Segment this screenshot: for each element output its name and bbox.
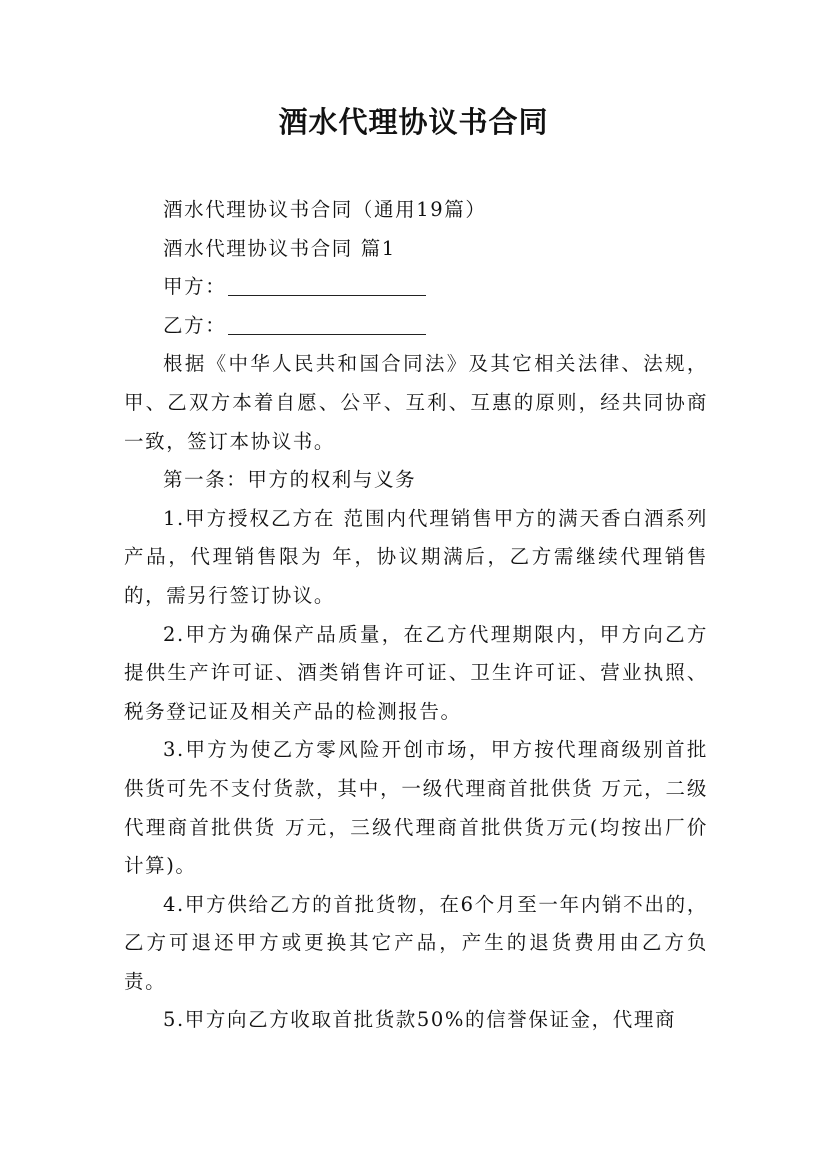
section-heading: 酒水代理协议书合同 篇1 [163, 236, 396, 260]
party-a-line [124, 268, 708, 307]
party-b-blank-field [228, 316, 426, 335]
clause-paragraph: 2.甲方为确保产品质量，在乙方代理期限内，甲方向乙方提供生产许可证、酒类销售许可证、卫生许可证、营业执照、税务登记证及相关产品的检测报告。 [124, 622, 708, 723]
document-body [124, 191, 708, 1040]
clause-paragraph: 1.甲方授权乙方在 范围内代理销售甲方的满天香白酒系列产品，代理销售限为 年，协议期满后，乙方需继续代理销售的，需另行签订协议。 [124, 506, 708, 607]
article-one-heading: 第一条：甲方的权利与义务 [163, 468, 417, 492]
party-b-label: 乙方： [163, 313, 227, 337]
clause-paragraph: 3.甲方为使乙方零风险开创市场，甲方按代理商级别首批供货可先不支付货款，其中，一级代理商首批供货 万元，二级代理商首批供货 万元，三级代理商首批供货万元(均按出厂价计算)。 [124, 738, 708, 878]
preamble-paragraph: 根据《中华人民共和国合同法》及其它相关法律、法规，甲、乙双方本着自愿、公平、互利、互惠的原则，经共同协商一致，签订本协议书。 [124, 352, 708, 453]
party-b-line [124, 307, 708, 346]
document-title: 酒水代理协议书合同 [278, 105, 549, 139]
clause-paragraph: 5.甲方向乙方收取首批货款50%的信誉保证金，代理商 [163, 1008, 677, 1032]
clause-paragraph: 4.甲方供给乙方的首批货物，在6个月至一年内销不出的，乙方可退还甲方或更换其它产品，产生的退货费用由乙方负责。 [124, 892, 708, 993]
document-subtitle: 酒水代理协议书合同（通用19篇） [163, 198, 487, 221]
party-a-blank-field [228, 277, 426, 296]
party-a-label: 甲方： [163, 275, 227, 299]
